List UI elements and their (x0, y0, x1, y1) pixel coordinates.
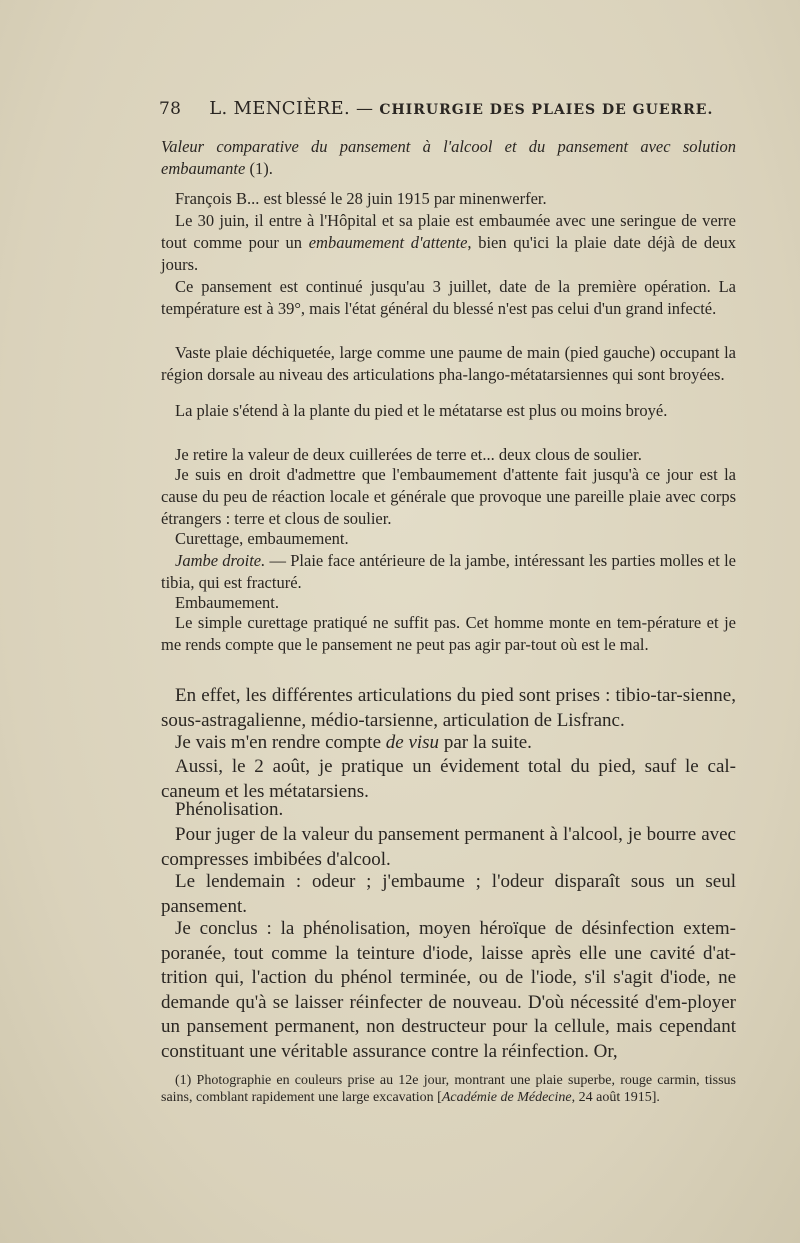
header-section-title: CHIRURGIE DES PLAIES DE GUERRE. (379, 102, 714, 118)
subtitle-note-ref: (1). (245, 159, 273, 178)
p13-text-a: Je vais m'en rendre compte (175, 732, 386, 753)
paragraph-15: Phénolisation. (175, 799, 284, 820)
p9-text: — Plaie face antérieure de la jambe, intéressant les parties molles et le tibia, qui est fracturé. (161, 551, 736, 592)
paragraph-6: Je retire la valeur de deux cuillerées de terre et... deux clous de soulier. (175, 445, 642, 464)
paragraph-10: Embaumement. (175, 593, 280, 612)
header-author: L. MENCIÈRE. (209, 98, 350, 119)
paragraph-13 (161, 731, 736, 756)
paragraph-12: En effet, les différentes articulations du pied sont prises : tibio-tar-sienne, sous-astragalienne, médio-tarsienne, articulation de Lisfranc. (161, 685, 736, 731)
page-number: 78 (159, 99, 182, 119)
paragraph-18: Je conclus : la phénolisation, moyen héroïque de désinfection extem-poranée, tout comme la teinture d'iode, laisse après elle une cavité d'at-trition qui, l'action du phénol terminée, ou de l'iode, s'il s'agit d'iode, ne demande qu'à se laisser réinfecter de nouveau. D'où nécessité d'em-ployer un pansement permanent, non destructeur pour la cellule, mais cependant constituant une véritable assurance contre la réinfection. Or, (161, 918, 736, 1062)
footnote-source: Académie de Médecine (441, 1090, 572, 1105)
paragraph-2 (161, 210, 736, 276)
paragraph-9 (161, 550, 736, 594)
p13-emphasis: de visu (385, 732, 440, 753)
subtitle (161, 136, 736, 180)
paragraph-5: La plaie s'étend à la plante du pied et le métatarse est plus ou moins broyé. (175, 401, 668, 420)
paragraph-11: Le simple curettage pratiqué ne suffit pas. Cet homme monte en tem-pérature et je me rends compte que le pansement ne peut pas agir par-tout où est le mal. (161, 613, 736, 654)
p2-text-a: Le 30 juin, il entre à l'Hôpital et sa plaie est embaumée avec une seringue de verre tout comme pour un (161, 211, 736, 252)
p2-emphasis: embaumement d'attente (308, 233, 468, 252)
paragraph-1: François B... est blessé le 28 juin 1915 par minenwerfer. (175, 189, 547, 208)
paragraph-14: Aussi, le 2 août, je pratique un évidement total du pied, sauf le cal-caneum et les métatarsiens. (161, 756, 736, 802)
p13-text-c: par la suite. (439, 732, 532, 753)
running-header (159, 98, 739, 119)
p2-text-c: , bien qu'ici la plaie date déjà de deux jours. (161, 233, 736, 274)
header-separator: — (356, 99, 374, 119)
paragraph-8: Curettage, embaumement. (175, 529, 349, 548)
paragraph-4: Vaste plaie déchiquetée, large comme une paume de main (pied gauche) occupant la région dorsale au niveau des articulations pha-lango-métatarsiennes qui sont broyées. (161, 343, 736, 384)
footnote (161, 1072, 736, 1106)
paragraph-3: Ce pansement est continué jusqu'au 3 juillet, date de la première opération. La température est à 39°, mais l'état général du blessé n'est pas celui d'un grand infecté. (161, 277, 736, 318)
subtitle-text: Valeur comparative du pansement à l'alcool et du pansement avec solution embaumante (161, 137, 736, 178)
paragraph-16: Pour juger de la valeur du pansement permanent à l'alcool, je bourre avec compresses imbibées d'alcool. (161, 824, 736, 870)
footnote-date: , 24 août 1915]. (571, 1090, 660, 1105)
paragraph-17: Le lendemain : odeur ; j'embaume ; l'odeur disparaît sous un seul pansement. (161, 871, 736, 917)
paragraph-7: Je suis en droit d'admettre que l'embaumement d'attente fait jusqu'à ce jour est la cause du peu de réaction locale et générale que provoque une pareille plaie avec corps étrangers : terre et clous de soulier. (161, 465, 736, 528)
footnote-text: (1) Photographie en couleurs prise au 12e jour, montrant une plaie superbe, rouge carmin, tissus sains, comblant rapidement une large excavation [ (161, 1073, 736, 1105)
p9-heading: Jambe droite. (175, 551, 266, 570)
